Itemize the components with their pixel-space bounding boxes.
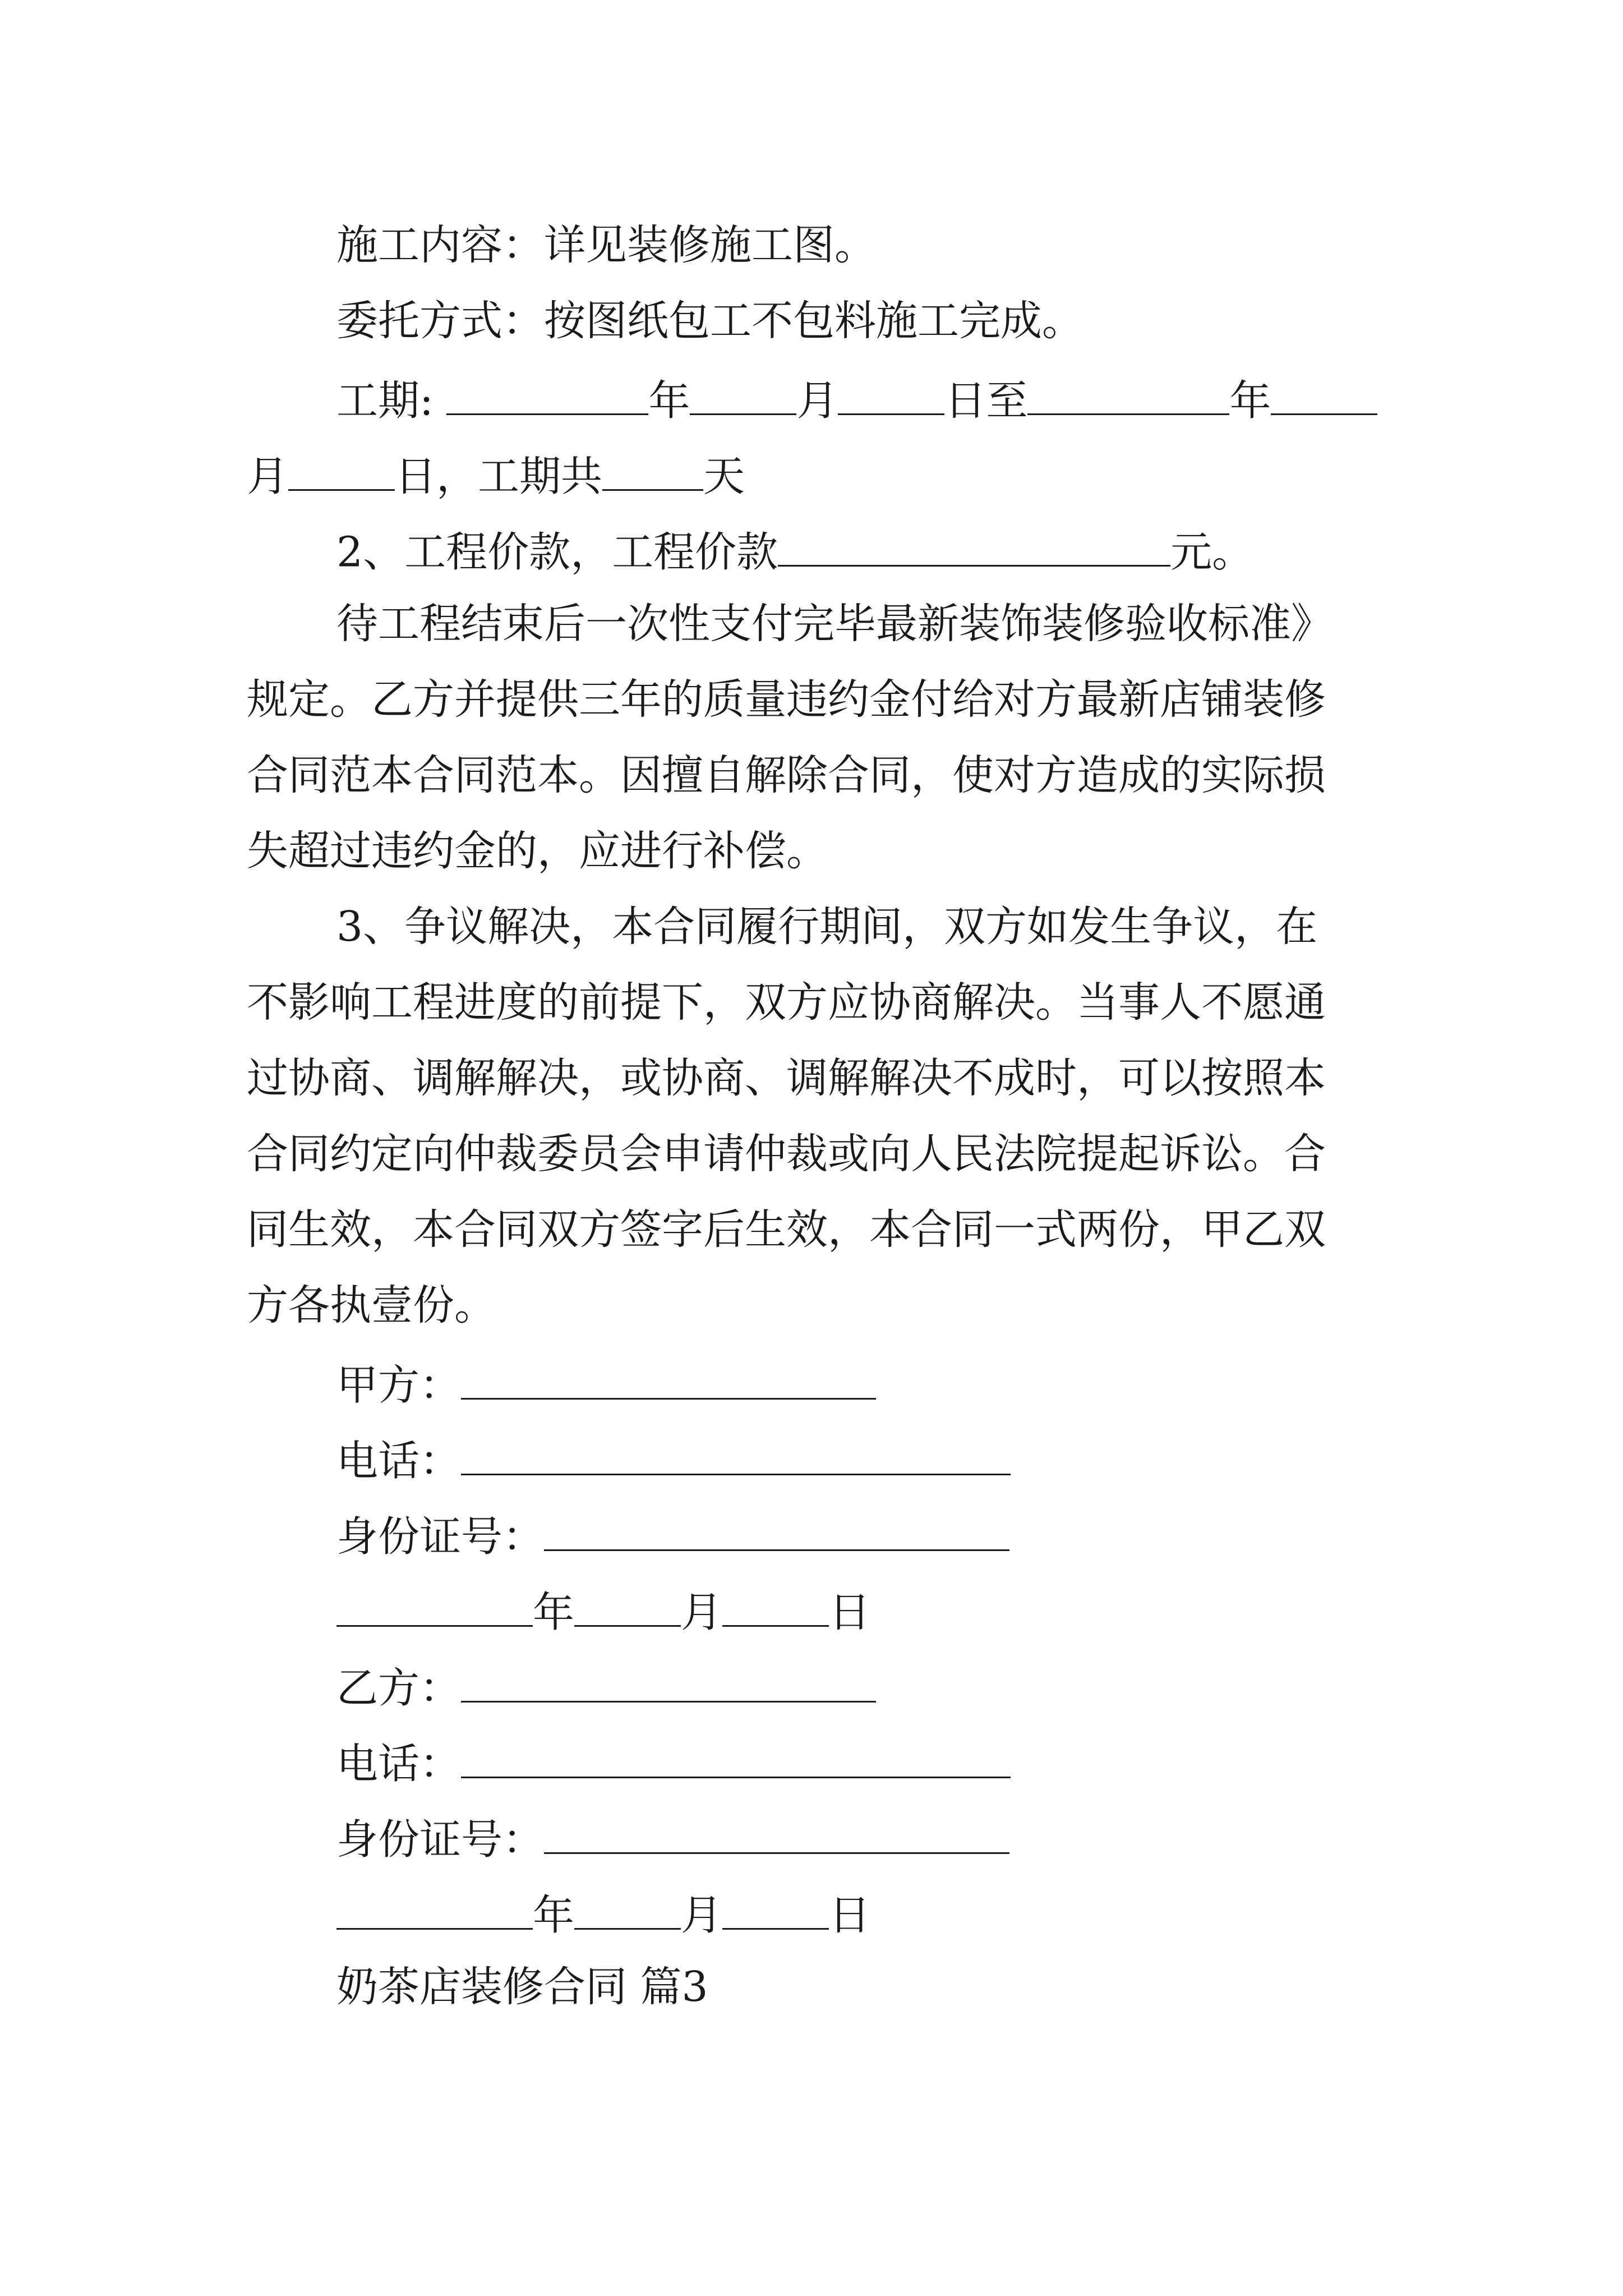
blank-field	[1271, 376, 1377, 415]
section-title: 奶茶店装修合同 篇3	[336, 1963, 708, 2011]
year-label: 年	[533, 1891, 574, 1940]
phone-b-line	[336, 1739, 1011, 1788]
date-b-line	[336, 1890, 870, 1940]
month-label: 月	[247, 452, 288, 501]
paragraph-line: 过协商、调解解决，或协商、调解解决不成时，可以按照本	[247, 1054, 1326, 1102]
month-label: 月	[681, 1588, 722, 1637]
day-label: 日	[829, 1588, 870, 1637]
month-label: 月	[681, 1891, 722, 1940]
id-a-line	[336, 1512, 1009, 1561]
days-label: 天	[703, 452, 745, 501]
party-a-label: 甲方：	[336, 1361, 461, 1410]
blank-field	[446, 376, 648, 415]
paragraph-line: 规定。乙方并提供三年的质量违约金付给对方最新店铺装修	[247, 675, 1326, 724]
phone-b-label: 电话：	[336, 1740, 461, 1788]
blank-field	[722, 1588, 829, 1627]
year-label: 年	[533, 1588, 574, 1637]
paragraph-line: 失超过违约金的，应进行补偿。	[247, 827, 828, 875]
paragraph-line: 合同范本合同范本。因擅自解除合同，使对方造成的实际损	[247, 751, 1326, 799]
paragraph-line: 同生效，本合同双方签字后生效，本合同一式两份，甲乙双	[247, 1205, 1326, 1254]
blank-field	[461, 1663, 876, 1703]
blank-field	[722, 1890, 829, 1930]
to-day-label: 日至	[944, 376, 1028, 425]
blank-field	[1027, 376, 1229, 415]
party-b-label: 乙方：	[336, 1664, 461, 1713]
blank-field	[574, 1890, 681, 1930]
paragraph-line: 不影响工程进度的前提下，双方应协商解决。当事人不愿通	[247, 978, 1326, 1027]
blank-field	[544, 1815, 1009, 1854]
blank-field	[461, 1360, 876, 1400]
yuan-label: 元。	[1170, 528, 1254, 577]
schedule-line	[336, 376, 1377, 425]
delegation-method-line: 委托方式：按图纸包工不包料施工完成。	[336, 297, 1083, 345]
party-b-line	[336, 1663, 876, 1713]
schedule-label: 工期:	[336, 376, 434, 425]
phone-a-label: 电话：	[336, 1437, 461, 1485]
day-duration-label: 日，工期共	[395, 452, 602, 501]
blank-field	[690, 376, 796, 415]
blank-field	[288, 452, 395, 491]
blank-field	[574, 1588, 681, 1627]
blank-field	[778, 527, 1170, 567]
blank-field	[336, 1588, 533, 1627]
blank-field	[544, 1512, 1009, 1551]
price-label: 2、工程价款，工程价款	[336, 528, 778, 577]
price-line	[336, 527, 1254, 577]
date-a-line	[336, 1588, 870, 1637]
schedule-line-continued	[247, 452, 745, 501]
year-label: 年	[1229, 376, 1271, 425]
day-label: 日	[829, 1891, 870, 1940]
phone-a-line	[336, 1436, 1011, 1485]
blank-field	[461, 1739, 1011, 1778]
month-label: 月	[796, 376, 838, 425]
paragraph-line: 方各执壹份。	[247, 1281, 496, 1329]
id-b-label: 身份证号：	[336, 1815, 544, 1864]
party-a-line	[336, 1360, 876, 1410]
id-a-label: 身份证号：	[336, 1512, 544, 1561]
blank-field	[461, 1436, 1011, 1475]
paragraph-line: 3、争议解决，本合同履行期间，双方如发生争议，在	[336, 903, 1318, 951]
construction-content-line: 施工内容：详见装修施工图。	[336, 221, 876, 269]
year-label: 年	[648, 376, 690, 425]
blank-field	[838, 376, 944, 415]
id-b-line	[336, 1815, 1009, 1864]
blank-field	[336, 1890, 533, 1930]
paragraph-line: 待工程结束后一次性支付完毕最新装饰装修验收标准》	[336, 600, 1332, 648]
paragraph-line: 合同约定向仲裁委员会申请仲裁或向人民法院提起诉讼。合	[247, 1130, 1326, 1178]
blank-field	[602, 452, 703, 491]
